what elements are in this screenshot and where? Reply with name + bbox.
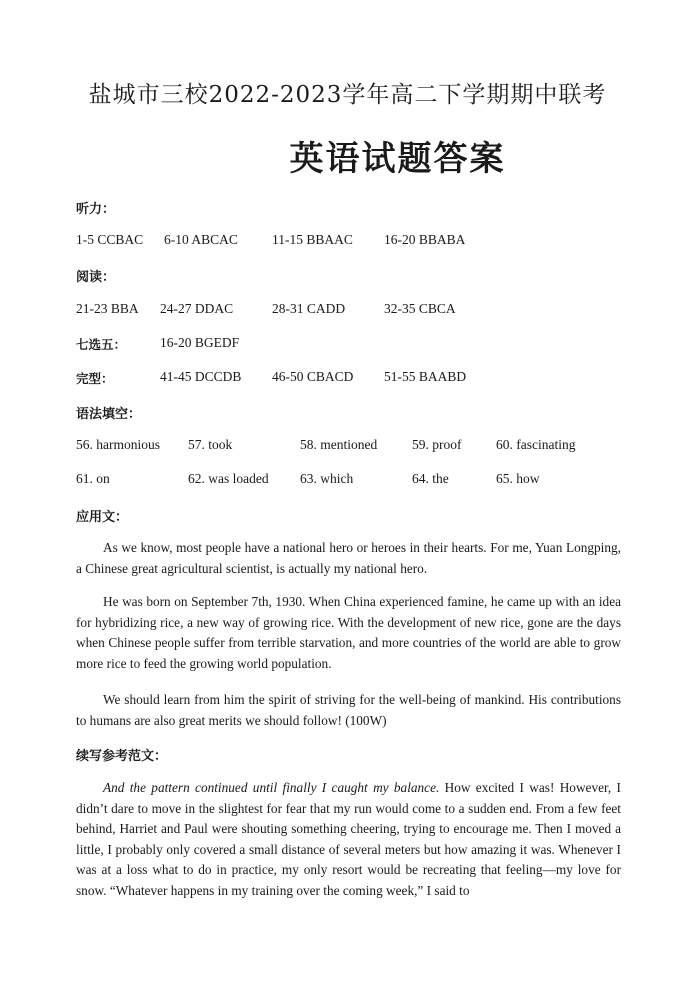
listening-answer-2: 6-10 ABCAC [164, 232, 238, 247]
continuation-italic-lead: And the pattern continued until finally I caught my balance. [103, 780, 440, 795]
cloze-answer-1: 41-45 DCCDB [160, 369, 242, 384]
grammar-answer-61: 61. on [76, 471, 110, 486]
continuation-paragraph [76, 778, 621, 901]
listening-label: 听力： [76, 202, 116, 217]
grammar-answer-58: 58. mentioned [300, 437, 378, 452]
listening-answer-1: 1-5 CCBAC [76, 232, 144, 247]
application-label: 应用文： [76, 510, 129, 525]
grammar-answer-60: 60. fascinating [496, 437, 576, 452]
application-paragraph-2: He was born on September 7th, 1930. When China experienced famine, he came up with an idea for hybridizing rice, a new way of growing rice. With the development of new rice, gone are the days when Chinese people suffer from terrible starvation, and more countries of the world are able to grow more rice to feed the growing world population. [76, 594, 621, 671]
cloze-answer-2: 46-50 CBACD [272, 369, 354, 384]
reading-answer-3: 28-31 CADD [272, 301, 346, 316]
reading-answer-1: 21-23 BBA [76, 301, 139, 316]
reading-answer-4: 32-35 CBCA [384, 301, 456, 316]
document-subtitle: 英语试题答案 [289, 139, 506, 179]
grammar-label: 语法填空： [76, 407, 142, 422]
grammar-answer-65: 65. how [496, 471, 540, 486]
cloze-answer-3: 51-55 BAABD [384, 369, 467, 384]
document-title: 盐城市三校2022-2023学年高二下学期期中联考 [88, 82, 607, 108]
grammar-answer-62: 62. was loaded [188, 471, 269, 486]
seven-choose-five-label: 七选五： [76, 337, 127, 352]
listening-answer-4: 16-20 BBABA [384, 232, 466, 247]
grammar-answer-63: 63. which [300, 471, 354, 486]
listening-answer-3: 11-15 BBAAC [272, 232, 353, 247]
grammar-answer-59: 59. proof [412, 437, 462, 452]
grammar-answer-56: 56. harmonious [76, 437, 160, 452]
reading-label: 阅读： [76, 270, 116, 285]
continuation-label: 续写参考范文： [76, 749, 168, 764]
reading-answer-2: 24-27 DDAC [160, 301, 234, 316]
continuation-text: How excited I was! However, I didn’t dare to move in the slightest for fear that my run would come to a sudden end. From a few feet behind, Harriet and Paul were shouting something cheering, trying to encourage me. Then I moved a little, I probably only covered a small distance of several meters but how amazing it was. Whenever I was at a loss what to do in practice, my only resort would be recreating that feeling—my love for snow. “Whatever happens in my training over the coming week,” I said to [76, 780, 621, 898]
seven-choose-five-answer: 16-20 BGEDF [160, 335, 240, 350]
application-paragraph-3: We should learn from him the spirit of striving for the well-being of mankind. His contributions to humans are also great merits we should follow! (100W) [76, 692, 621, 728]
grammar-answer-64: 64. the [412, 471, 449, 486]
cloze-label: 完型： [76, 371, 114, 386]
grammar-answer-57: 57. took [188, 437, 233, 452]
application-paragraph-1: As we know, most people have a national hero or heroes in their hearts. For me, Yuan Longping, a Chinese great agricultural scientist, is actually my national hero. [76, 540, 621, 576]
